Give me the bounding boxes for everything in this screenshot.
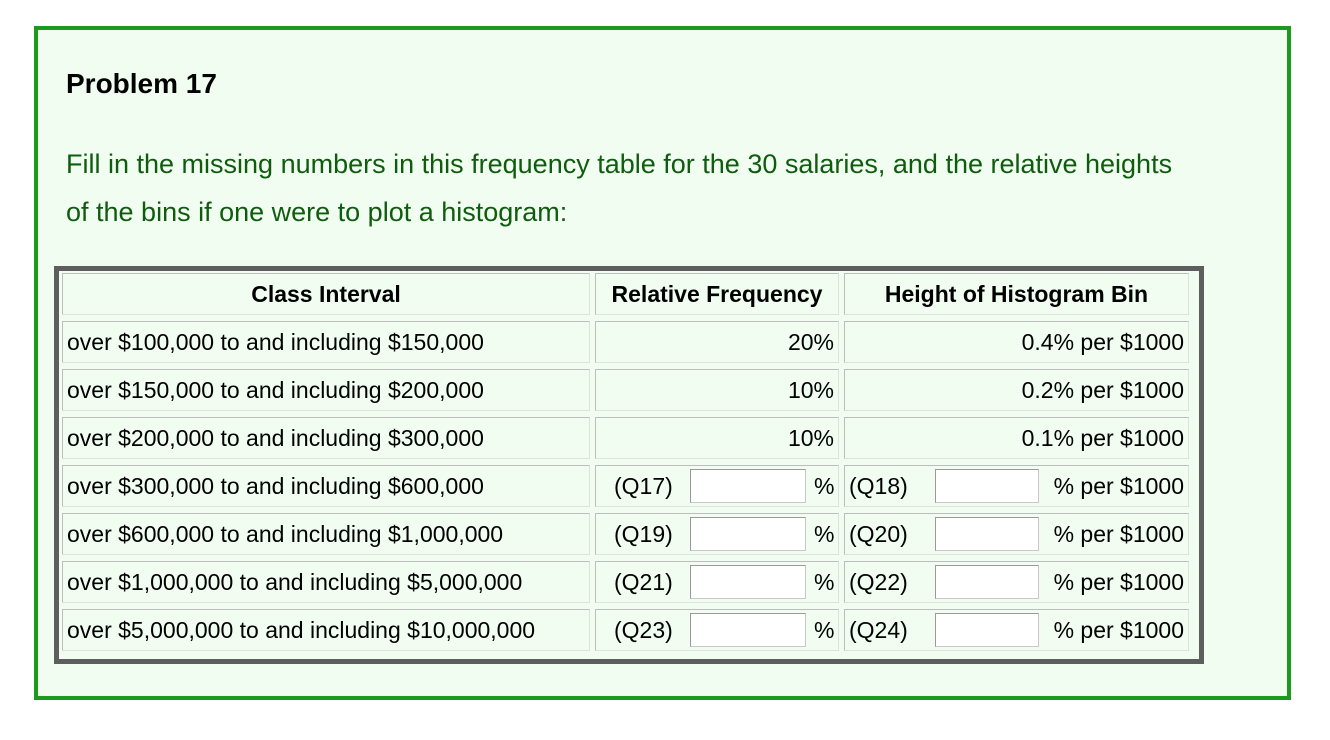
- bin-height-cell: [844, 465, 1189, 507]
- header-class-interval: Class Interval: [62, 273, 590, 315]
- height-suffix: % per $1000: [1053, 520, 1184, 547]
- class-interval-cell: over $150,000 to and including $200,000: [62, 369, 590, 411]
- question-label-q17: (Q17): [614, 472, 673, 499]
- q24-height-input[interactable]: [935, 613, 1039, 647]
- percent-suffix: %: [814, 472, 835, 499]
- question-label-q22: (Q22): [849, 568, 908, 595]
- class-interval-cell: over $1,000,000 to and including $5,000,000: [62, 561, 590, 603]
- height-suffix: % per $1000: [1053, 472, 1184, 499]
- bin-height-cell: 0.4% per $1000: [844, 321, 1189, 363]
- relative-frequency-cell: [595, 561, 839, 603]
- relative-frequency-cell: [595, 465, 839, 507]
- bin-height-cell: [844, 561, 1189, 603]
- frequency-table: [54, 266, 1204, 664]
- header-relative-frequency: Relative Frequency: [595, 273, 839, 315]
- relative-frequency-cell: [595, 513, 839, 555]
- question-label-q20: (Q20): [849, 520, 908, 547]
- q20-height-input[interactable]: [935, 517, 1039, 551]
- relative-frequency-cell: [595, 609, 839, 651]
- percent-suffix: %: [814, 520, 835, 547]
- q17-frequency-input[interactable]: [690, 469, 806, 503]
- bin-height-cell: [844, 609, 1189, 651]
- percent-suffix: %: [814, 616, 835, 643]
- question-label-q19: (Q19): [614, 520, 673, 547]
- q18-height-input[interactable]: [935, 469, 1039, 503]
- class-interval-cell: over $5,000,000 to and including $10,000,000: [62, 609, 590, 651]
- relative-frequency-cell: 20%: [595, 321, 839, 363]
- percent-suffix: %: [814, 568, 835, 595]
- bin-height-cell: [844, 513, 1189, 555]
- q22-height-input[interactable]: [935, 565, 1039, 599]
- class-interval-cell: over $300,000 to and including $600,000: [62, 465, 590, 507]
- question-label-q18: (Q18): [849, 472, 908, 499]
- class-interval-cell: over $200,000 to and including $300,000: [62, 417, 590, 459]
- problem-title: Problem 17: [66, 68, 217, 99]
- height-suffix: % per $1000: [1053, 568, 1184, 595]
- q23-frequency-input[interactable]: [690, 613, 806, 647]
- relative-frequency-cell: 10%: [595, 369, 839, 411]
- question-label-q24: (Q24): [849, 616, 908, 643]
- q19-frequency-input[interactable]: [690, 517, 806, 551]
- class-interval-cell: over $100,000 to and including $150,000: [62, 321, 590, 363]
- problem-instructions: Fill in the missing numbers in this frequency table for the 30 salaries, and the relative heights of the bins if one were to plot a histogram:: [66, 149, 1173, 227]
- question-label-q23: (Q23): [614, 616, 673, 643]
- q21-frequency-input[interactable]: [690, 565, 806, 599]
- class-interval-cell: over $600,000 to and including $1,000,000: [62, 513, 590, 555]
- header-histogram-height: Height of Histogram Bin: [844, 273, 1189, 315]
- relative-frequency-cell: 10%: [595, 417, 839, 459]
- bin-height-cell: 0.1% per $1000: [844, 417, 1189, 459]
- bin-height-cell: 0.2% per $1000: [844, 369, 1189, 411]
- height-suffix: % per $1000: [1053, 616, 1184, 643]
- question-label-q21: (Q21): [614, 568, 673, 595]
